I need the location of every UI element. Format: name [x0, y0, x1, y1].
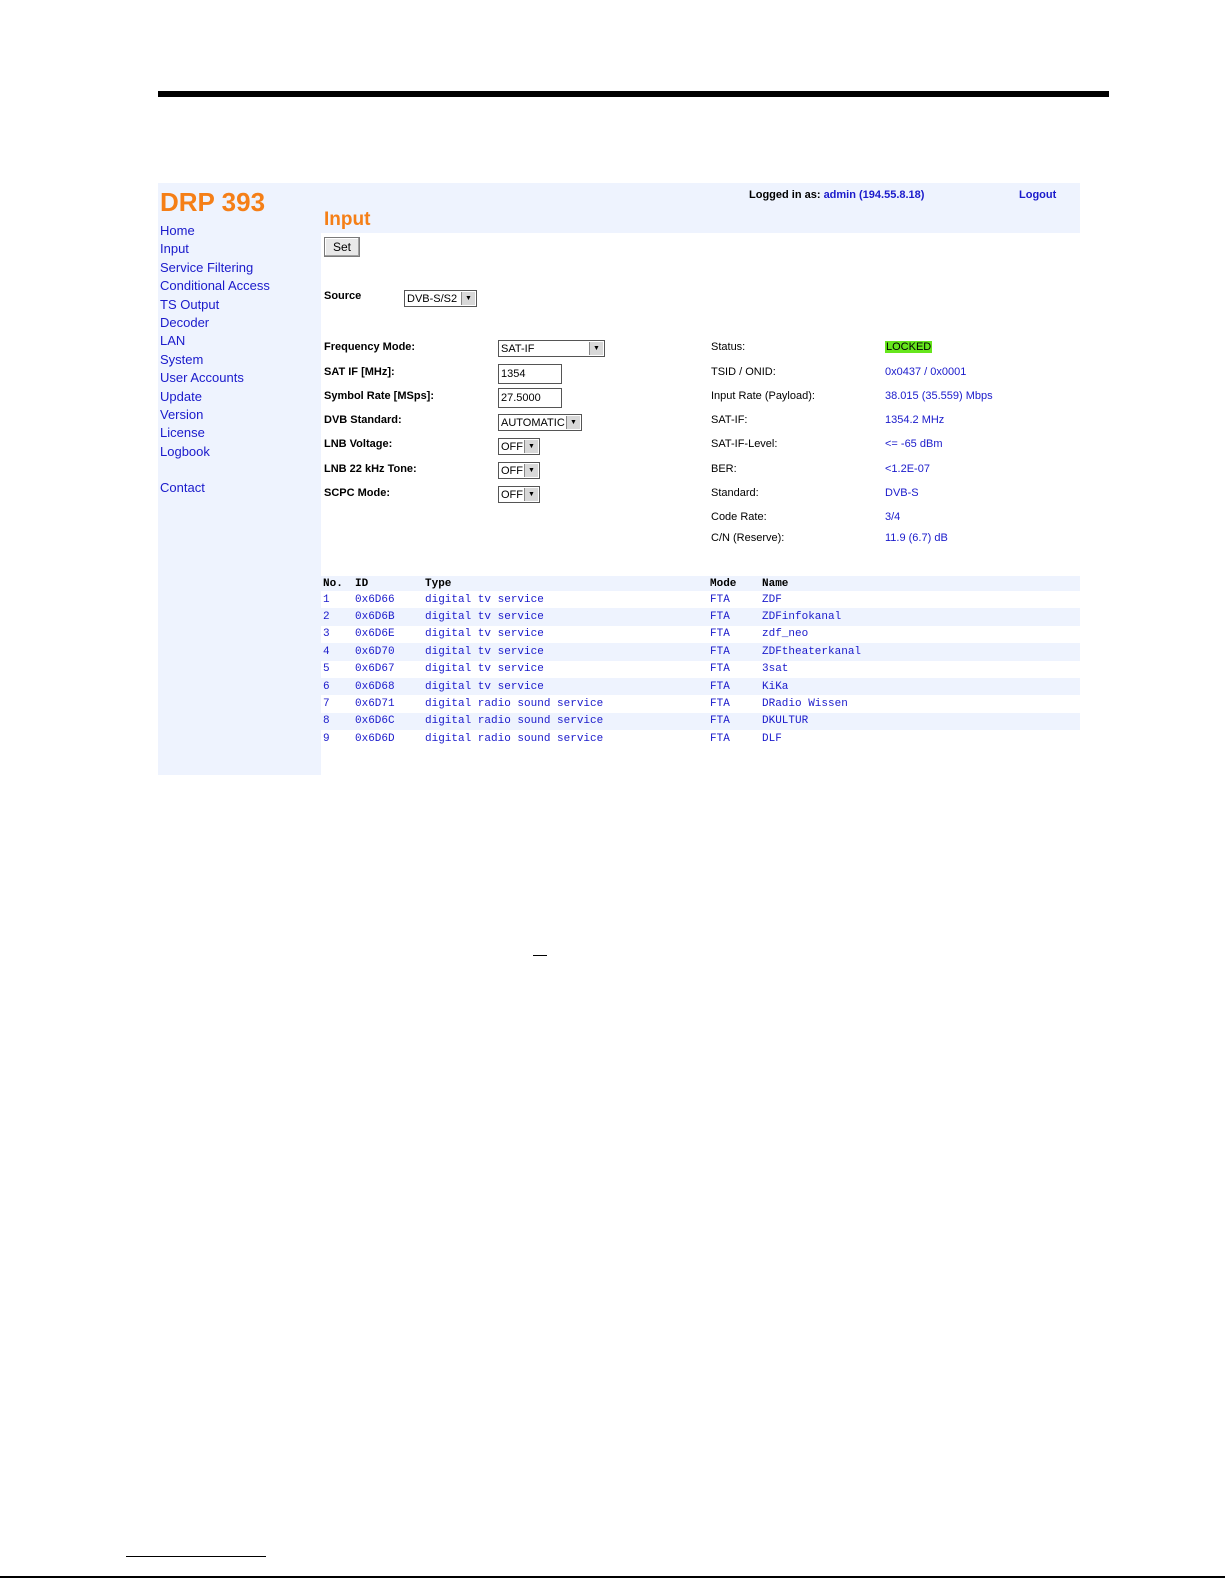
nav-lan[interactable]: LAN: [160, 333, 186, 349]
set-button[interactable]: Set: [324, 237, 360, 257]
service-type: digital radio sound service: [425, 698, 604, 711]
source-select-value: DVB-S/S2: [407, 293, 458, 305]
sat-if-input[interactable]: [498, 364, 562, 384]
service-type: digital radio sound service: [423, 713, 708, 730]
nav-conditional-access[interactable]: Conditional Access: [160, 278, 270, 294]
service-type: digital tv service: [425, 663, 544, 676]
dvb-standard-label: DVB Standard:: [324, 414, 402, 426]
service-mode: FTA: [710, 732, 730, 745]
service-table: [321, 576, 1080, 748]
service-type: digital tv service: [425, 593, 544, 606]
frequency-mode-value: SAT-IF: [501, 343, 535, 355]
input-rate-value: 38.015 (35.559) Mbps: [885, 390, 993, 402]
column-header: Type: [423, 576, 708, 591]
web-ui-screenshot: [158, 183, 1080, 775]
sidebar-nav: [160, 222, 270, 498]
sat-if-status-value: 1354.2 MHz: [885, 414, 945, 426]
document-top-rule: [158, 91, 1109, 97]
service-id: 0x6D66: [355, 593, 395, 606]
column-header: No.: [321, 576, 353, 591]
service-mode: FTA: [708, 713, 760, 730]
scpc-mode-select[interactable]: [498, 486, 540, 503]
cn-reserve-label: C/N (Reserve):: [711, 532, 785, 544]
footnote-rule: [126, 1556, 266, 1557]
service-name: ZDFtheaterkanal: [760, 643, 1080, 660]
sat-if-level-label: SAT-IF-Level:: [711, 438, 778, 450]
logged-in-label: Logged in as:: [749, 189, 821, 201]
chevron-down-icon: ▼: [524, 440, 538, 453]
service-id: 0x6D6E: [355, 628, 395, 641]
service-no: 8: [321, 713, 353, 730]
table-row[interactable]: [321, 661, 1080, 678]
lnb-tone-label: LNB 22 kHz Tone:: [324, 463, 417, 475]
service-mode: FTA: [710, 628, 730, 641]
symbol-rate-input[interactable]: [498, 388, 562, 408]
lnb-tone-value: OFF: [501, 465, 523, 477]
service-id: 0x6D70: [353, 643, 423, 660]
service-id: 0x6D68: [353, 678, 423, 695]
chevron-down-icon: ▼: [524, 464, 538, 477]
nav-decoder[interactable]: Decoder: [160, 315, 210, 331]
chevron-down-icon: ▼: [589, 342, 603, 355]
tsid-onid-label: TSID / ONID:: [711, 366, 776, 378]
service-id: 0x6D6B: [353, 608, 423, 625]
service-id: 0x6D6D: [355, 732, 395, 745]
status-value: [885, 341, 932, 353]
service-no: 2: [321, 608, 353, 625]
nav-update[interactable]: Update: [160, 388, 202, 404]
table-row[interactable]: [321, 678, 1080, 695]
service-name: DLF: [762, 732, 782, 745]
standard-value: DVB-S: [885, 487, 919, 499]
service-mode: FTA: [710, 593, 730, 606]
service-name: DRadio Wissen: [762, 698, 848, 711]
source-select[interactable]: [404, 290, 477, 307]
service-name: DKULTUR: [760, 713, 1080, 730]
service-mode: FTA: [710, 698, 730, 711]
nav-service-filtering[interactable]: Service Filtering: [160, 259, 254, 275]
service-type: digital radio sound service: [425, 732, 604, 745]
tsid-onid-value: 0x0437 / 0x0001: [885, 366, 967, 378]
service-no: 6: [321, 678, 353, 695]
sidebar: [158, 183, 321, 775]
chevron-down-icon: ▼: [566, 416, 580, 429]
nav-contact[interactable]: Contact: [160, 480, 205, 496]
lnb-voltage-select[interactable]: [498, 438, 540, 455]
nav-license[interactable]: License: [160, 425, 205, 441]
table-row[interactable]: [321, 713, 1080, 730]
service-no: 1: [323, 593, 330, 606]
nav-home[interactable]: Home: [160, 223, 195, 238]
service-mode: FTA: [710, 663, 730, 676]
frequency-mode-label: Frequency Mode:: [324, 341, 416, 353]
frequency-mode-select[interactable]: [498, 340, 605, 357]
service-type: digital tv service: [423, 643, 708, 660]
service-mode: FTA: [708, 608, 760, 625]
service-id: 0x6D71: [355, 698, 395, 711]
logout-link[interactable]: Logout: [1019, 189, 1057, 201]
source-label: Source: [324, 290, 362, 302]
nav-logbook[interactable]: Logbook: [160, 443, 210, 459]
table-header-row: [321, 576, 1080, 591]
scpc-mode-label: SCPC Mode:: [324, 487, 390, 499]
nav-input[interactable]: Input: [160, 241, 189, 257]
chevron-down-icon: ▼: [461, 292, 475, 305]
stray-mark: [533, 955, 547, 956]
input-rate-label: Input Rate (Payload):: [711, 390, 815, 402]
column-header: ID: [353, 576, 423, 591]
nav-version[interactable]: Version: [160, 407, 204, 423]
service-id: 0x6D6C: [353, 713, 423, 730]
service-no: 5: [323, 663, 330, 676]
scpc-mode-value: OFF: [501, 489, 523, 501]
logged-in-user[interactable]: admin (194.55.8.18): [823, 189, 925, 201]
service-no: 3: [323, 628, 330, 641]
service-type: digital tv service: [423, 678, 708, 695]
service-id: 0x6D67: [355, 663, 395, 676]
lnb-voltage-value: OFF: [501, 441, 523, 453]
nav-ts-output[interactable]: TS Output: [160, 296, 220, 312]
ber-value: <1.2E-07: [885, 463, 930, 475]
nav-spacer: [160, 461, 270, 479]
column-header: Mode: [708, 576, 760, 591]
chevron-down-icon: ▼: [524, 488, 538, 501]
table-row[interactable]: [321, 643, 1080, 660]
code-rate-value: 3/4: [885, 511, 901, 523]
nav-system[interactable]: System: [160, 351, 204, 367]
status-label: Status:: [711, 341, 746, 353]
symbol-rate-label: Symbol Rate [MSps]:: [324, 390, 435, 402]
service-name: ZDFinfokanal: [760, 608, 1080, 625]
document-bottom-rule: [0, 1576, 1225, 1578]
dvb-standard-value: AUTOMATIC: [501, 417, 565, 429]
dvb-standard-select[interactable]: [498, 414, 582, 431]
service-no: 4: [321, 643, 353, 660]
cn-reserve-value: 11.9 (6.7) dB: [885, 532, 948, 544]
service-name: zdf_neo: [762, 628, 809, 641]
service-mode: FTA: [708, 678, 760, 695]
table-row[interactable]: [321, 695, 1080, 712]
sat-if-label: SAT IF [MHz]:: [324, 366, 395, 378]
login-info: [749, 189, 924, 201]
page-title: Input: [324, 209, 371, 230]
header: [321, 183, 1080, 233]
brand-logo: DRP 393: [160, 187, 266, 217]
service-mode: FTA: [708, 643, 760, 660]
column-header: Name: [760, 576, 1080, 591]
service-no: 7: [323, 698, 330, 711]
table-row[interactable]: [321, 591, 1080, 608]
code-rate-label: Code Rate:: [711, 511, 767, 523]
service-type: digital tv service: [423, 608, 708, 625]
sat-if-status-label: SAT-IF:: [711, 414, 748, 426]
table-row[interactable]: [321, 626, 1080, 643]
lnb-tone-select[interactable]: [498, 462, 540, 479]
sat-if-level-value: <= -65 dBm: [885, 438, 943, 450]
lnb-voltage-label: LNB Voltage:: [324, 438, 393, 450]
locked-badge: LOCKED: [886, 341, 932, 353]
table-row[interactable]: [321, 730, 1080, 747]
nav-user-accounts[interactable]: User Accounts: [160, 370, 244, 386]
service-name: ZDF: [762, 593, 782, 606]
table-row[interactable]: [321, 608, 1080, 625]
service-name: KiKa: [760, 678, 1080, 695]
standard-label: Standard:: [711, 487, 759, 499]
service-no: 9: [323, 732, 330, 745]
ber-label: BER:: [711, 463, 737, 475]
service-name: 3sat: [762, 663, 789, 676]
service-type: digital tv service: [425, 628, 544, 641]
